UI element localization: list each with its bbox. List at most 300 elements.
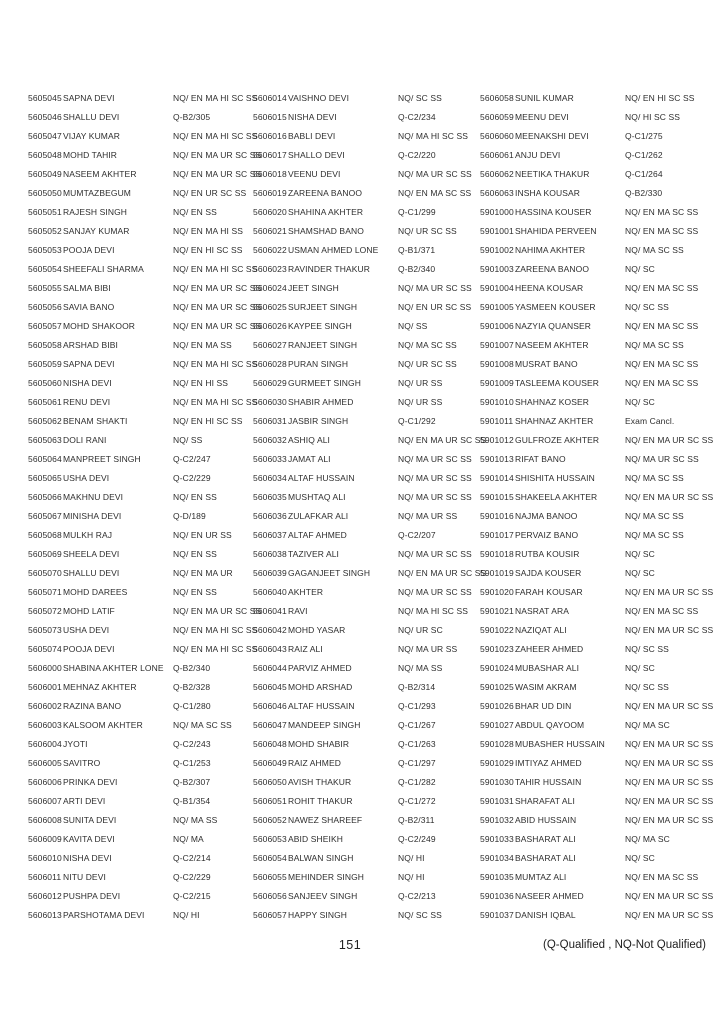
candidate-name: MOHD SHAKOOR [63, 320, 136, 331]
candidate-name: ANJU DEVI [515, 149, 561, 160]
roll-number: 5606060 [480, 130, 514, 141]
roll-number: 5606026 [253, 320, 287, 331]
table-row [480, 335, 706, 354]
candidate-name: NASEEM AKHTER [515, 339, 589, 350]
result-status: NQ/ SC [625, 263, 655, 274]
table-row [253, 772, 479, 791]
roll-number: 5605049 [28, 168, 62, 179]
table-row [28, 905, 254, 924]
candidate-name: SHAHIDA PERVEEN [515, 225, 597, 236]
result-status: NQ/ EN MA UR SC SS [625, 814, 714, 825]
table-row [480, 107, 706, 126]
result-status: NQ/ MA UR SC SS [398, 491, 472, 502]
table-row [480, 753, 714, 772]
result-status: NQ/ EN MA UR SC SS [625, 909, 714, 920]
roll-number: 5901012 [480, 434, 514, 445]
result-status: Q-B2/311 [398, 814, 435, 825]
roll-number: 5606001 [28, 681, 62, 692]
result-status: Q-B1/354 [173, 795, 211, 806]
roll-number: 5605046 [28, 111, 62, 122]
roll-number: 5901033 [480, 833, 514, 844]
candidate-name: RAIZ ALI [288, 643, 323, 654]
result-status: NQ/ MA SS [173, 814, 218, 825]
candidate-name: TAZIVER ALI [288, 548, 340, 559]
table-row [253, 525, 479, 544]
table-row [28, 221, 254, 240]
roll-number: 5605067 [28, 510, 62, 521]
candidate-name: NASEEM AKHTER [63, 168, 137, 179]
roll-number: 5606018 [253, 168, 287, 179]
result-status: NQ/ MA SC SS [625, 472, 684, 483]
roll-number: 5606048 [253, 738, 287, 749]
table-row [253, 563, 487, 582]
table-row [480, 639, 706, 658]
candidate-name: SHABINA AKHTER LONE [63, 662, 164, 673]
roll-number: 5901013 [480, 453, 514, 464]
candidate-name: SHALLU DEVI [63, 567, 120, 578]
table-row [253, 183, 479, 202]
result-status: Q-C2/229 [173, 472, 211, 483]
result-status: NQ/ EN HI SC SS [625, 92, 695, 103]
result-status: NQ/ SC [625, 567, 655, 578]
result-status: NQ/ HI [398, 871, 425, 882]
result-status: NQ/ SC [625, 548, 655, 559]
roll-number: 5606028 [253, 358, 287, 369]
table-row [28, 202, 254, 221]
table-row [28, 525, 254, 544]
table-row [480, 791, 714, 810]
table-row [480, 88, 706, 107]
roll-number: 5901024 [480, 662, 514, 673]
roll-number: 5606010 [28, 852, 62, 863]
result-status: Q-C1/272 [398, 795, 436, 806]
roll-number: 5606043 [253, 643, 287, 654]
result-status: NQ/ MA UR SS [398, 643, 458, 654]
candidate-name: MULKH RAJ [63, 529, 113, 540]
table-row [480, 126, 706, 145]
roll-number: 5901014 [480, 472, 514, 483]
table-row [28, 620, 258, 639]
table-row [253, 411, 479, 430]
table-row [480, 164, 706, 183]
result-status: NQ/ MA SC [625, 833, 670, 844]
candidate-name: SHALLO DEVI [288, 149, 345, 160]
candidate-name: MUBASHER HUSSAIN [515, 738, 605, 749]
results-column-1 [28, 88, 262, 924]
roll-number: 5606063 [480, 187, 514, 198]
candidate-name: GURMEET SINGH [288, 377, 361, 388]
result-status: Q-C2/247 [173, 453, 211, 464]
candidate-name: SHAKEELA AKHTER [515, 491, 598, 502]
candidate-name: BASHARAT ALI [515, 852, 576, 863]
result-status: NQ/ EN MA UR SC SS [625, 795, 714, 806]
table-row [253, 316, 479, 335]
roll-number: 5606020 [253, 206, 287, 217]
candidate-name: SAPNA DEVI [63, 358, 115, 369]
table-row [480, 487, 714, 506]
roll-number: 5901011 [480, 415, 514, 426]
table-row [480, 582, 714, 601]
roll-number: 5606012 [28, 890, 62, 901]
result-status: Q-B2/340 [173, 662, 211, 673]
result-status: NQ/ EN SS [173, 548, 217, 559]
table-row [253, 221, 479, 240]
results-column-2 [253, 88, 487, 924]
candidate-name: MEENAKSHI DEVI [515, 130, 589, 141]
table-row [28, 677, 254, 696]
result-status: Q-C2/214 [173, 852, 211, 863]
result-status: NQ/ MA SC [625, 719, 670, 730]
result-status: NQ/ EN MA SC SS [625, 282, 699, 293]
candidate-name: KAYPEE SINGH [288, 320, 352, 331]
candidate-name: PUSHPA DEVI [63, 890, 121, 901]
table-row [28, 810, 254, 829]
result-status: Q-C1/280 [173, 700, 211, 711]
table-row [480, 620, 714, 639]
result-status: NQ/ EN UR SS [173, 529, 232, 540]
candidate-name: SHARAFAT ALI [515, 795, 575, 806]
result-status: NQ/ MA HI SC SS [398, 130, 468, 141]
candidate-name: SALMA BIBI [63, 282, 111, 293]
table-row [253, 126, 479, 145]
candidate-name: SHISHITA HUSSAIN [515, 472, 595, 483]
result-status: NQ/ UR SC SS [398, 225, 457, 236]
candidate-name: PARVIZ AHMED [288, 662, 352, 673]
table-row [28, 354, 258, 373]
result-status: NQ/ EN MA HI SC SS [173, 263, 258, 274]
table-row [28, 791, 254, 810]
table-row [28, 297, 262, 316]
roll-number: 5606021 [253, 225, 287, 236]
candidate-name: MEHNAZ AKHTER [63, 681, 137, 692]
table-row [253, 734, 479, 753]
candidate-name: POOJA DEVI [63, 643, 115, 654]
result-status: Q-B2/314 [398, 681, 436, 692]
roll-number: 5901021 [480, 605, 514, 616]
candidate-name: MOHD YASAR [288, 624, 346, 635]
table-row [253, 582, 479, 601]
result-status: NQ/ EN MA HI SS [173, 225, 243, 236]
candidate-name: NITU DEVI [63, 871, 106, 882]
candidate-name: DOLI RANI [63, 434, 107, 445]
candidate-name: NAZYIA QUANSER [515, 320, 592, 331]
roll-number: 5606061 [480, 149, 514, 160]
roll-number: 5606039 [253, 567, 287, 578]
candidate-name: BABLI DEVI [288, 130, 336, 141]
table-row [253, 753, 479, 772]
roll-number: 5901026 [480, 700, 514, 711]
candidate-name: SAVIA BANO [63, 301, 115, 312]
table-row [28, 715, 254, 734]
table-row [480, 411, 706, 430]
candidate-name: MOHD LATIF [63, 605, 115, 616]
result-status: Q-C1/262 [625, 149, 663, 160]
table-row [480, 848, 706, 867]
candidate-name: HEENA KOUSAR [515, 282, 584, 293]
table-row [480, 772, 714, 791]
table-row [28, 867, 254, 886]
table-row [28, 449, 254, 468]
roll-number: 5605048 [28, 149, 62, 160]
roll-number: 5901022 [480, 624, 514, 635]
result-status: Q-C1/275 [625, 130, 663, 141]
table-row [480, 373, 706, 392]
result-status: NQ/ EN MA UR [173, 567, 233, 578]
result-status: NQ/ MA HI SC SS [398, 605, 468, 616]
roll-number: 5606045 [253, 681, 287, 692]
result-status: NQ/ EN MA SS [173, 339, 232, 350]
roll-number: 5606055 [253, 871, 287, 882]
table-row [480, 601, 706, 620]
candidate-name: SAPNA DEVI [63, 92, 115, 103]
result-status: NQ/ EN UR SC SS [398, 301, 472, 312]
result-status: NQ/ MA UR SC SS [398, 168, 472, 179]
candidate-name: GULFROZE AKHTER [515, 434, 600, 445]
result-status: Q-B2/328 [173, 681, 211, 692]
result-status: Q-C2/249 [398, 833, 436, 844]
candidate-name: PERVAIZ BANO [515, 529, 579, 540]
table-row [480, 734, 714, 753]
result-status: NQ/ MA UR SC SS [398, 282, 472, 293]
result-status: NQ/ SC SS [625, 301, 669, 312]
table-row [28, 563, 254, 582]
table-row [28, 430, 254, 449]
result-status: NQ/ MA SC SS [625, 339, 684, 350]
roll-number: 5606011 [28, 871, 62, 882]
table-row [480, 449, 706, 468]
result-status: NQ/ EN HI SC SS [173, 244, 243, 255]
result-status: Q-B2/340 [398, 263, 436, 274]
table-row [28, 126, 258, 145]
result-status: NQ/ EN MA UR SC SS [625, 700, 714, 711]
roll-number: 5606029 [253, 377, 287, 388]
table-row [28, 107, 254, 126]
roll-number: 5606034 [253, 472, 287, 483]
table-row [253, 810, 479, 829]
result-status: NQ/ MA SC SS [625, 529, 684, 540]
roll-number: 5606019 [253, 187, 287, 198]
result-status: NQ/ EN MA HI SC SS [173, 92, 258, 103]
result-status: Q-C1/253 [173, 757, 211, 768]
roll-number: 5606016 [253, 130, 287, 141]
result-status: Q-C1/264 [625, 168, 663, 179]
result-status: NQ/ EN SS [173, 491, 217, 502]
roll-number: 5605056 [28, 301, 62, 312]
roll-number: 5901023 [480, 643, 514, 654]
result-status: NQ/ MA SC SS [173, 719, 232, 730]
roll-number: 5606042 [253, 624, 287, 635]
table-row [480, 525, 706, 544]
roll-number: 5901030 [480, 776, 514, 787]
roll-number: 5901016 [480, 510, 514, 521]
roll-number: 5606006 [28, 776, 62, 787]
candidate-name: VEENU DEVI [288, 168, 341, 179]
table-row [480, 392, 706, 411]
table-row [28, 335, 254, 354]
candidate-name: NISHA DEVI [63, 377, 112, 388]
result-status: Q-B2/330 [625, 187, 663, 198]
table-row [253, 259, 479, 278]
roll-number: 5605064 [28, 453, 62, 464]
result-status: NQ/ UR SS [398, 396, 443, 407]
result-status: NQ/ EN MA UR SC SS [398, 567, 487, 578]
roll-number: 5606041 [253, 605, 287, 616]
roll-number: 5901006 [480, 320, 514, 331]
table-row [28, 772, 254, 791]
result-status: NQ/ EN MA UR SC SS [625, 586, 714, 597]
candidate-name: KAVITA DEVI [63, 833, 115, 844]
table-row [480, 696, 714, 715]
roll-number: 5605063 [28, 434, 62, 445]
roll-number: 5606005 [28, 757, 62, 768]
candidate-name: FARAH KOUSAR [515, 586, 583, 597]
roll-number: 5606031 [253, 415, 287, 426]
table-row [253, 620, 479, 639]
roll-number: 5605071 [28, 586, 62, 597]
roll-number: 5606049 [253, 757, 287, 768]
result-status: NQ/ EN MA UR SC SS [173, 605, 262, 616]
candidate-name: JAMAT ALI [288, 453, 331, 464]
table-row [28, 639, 258, 658]
table-row [480, 886, 714, 905]
candidate-name: ALTAF AHMED [288, 529, 347, 540]
result-status: Q-C2/207 [398, 529, 436, 540]
candidate-name: RAVINDER THAKUR [288, 263, 370, 274]
table-row [28, 88, 258, 107]
result-status: NQ/ EN MA UR SC SS [625, 757, 714, 768]
candidate-name: PRINKA DEVI [63, 776, 118, 787]
result-status: NQ/ EN MA UR SC SS [173, 301, 262, 312]
result-status: Q-C1/297 [398, 757, 436, 768]
table-row [480, 867, 706, 886]
table-row [28, 734, 254, 753]
result-status: Q-B2/305 [173, 111, 211, 122]
table-row [28, 506, 254, 525]
roll-number: 5605070 [28, 567, 62, 578]
result-status: NQ/ EN MA UR SC SS [625, 890, 714, 901]
roll-number: 5605058 [28, 339, 62, 350]
candidate-name: SHAHNAZ AKHTER [515, 415, 594, 426]
result-status: Q-B1/371 [398, 244, 436, 255]
roll-number: 5901036 [480, 890, 514, 901]
result-status: NQ/ UR SS [398, 377, 443, 388]
roll-number: 5606035 [253, 491, 287, 502]
table-row [28, 886, 254, 905]
result-status: NQ/ SC [625, 662, 655, 673]
table-row [253, 487, 479, 506]
table-row [480, 810, 714, 829]
table-row [253, 506, 479, 525]
table-row [253, 867, 479, 886]
candidate-name: ARSHAD BIBI [63, 339, 118, 350]
roll-number: 5606027 [253, 339, 287, 350]
roll-number: 5606038 [253, 548, 287, 559]
table-row [28, 696, 254, 715]
table-row [253, 297, 479, 316]
result-status: NQ/ EN SS [173, 586, 217, 597]
result-status: NQ/ EN MA SC SS [625, 225, 699, 236]
roll-number: 5901007 [480, 339, 514, 350]
candidate-name: ABID SHEIKH [288, 833, 343, 844]
roll-number: 5901020 [480, 586, 514, 597]
candidate-name: USMAN AHMED LONE [288, 244, 379, 255]
candidate-name: SUNIL KUMAR [515, 92, 574, 103]
candidate-name: BALWAN SINGH [288, 852, 354, 863]
candidate-name: NEETIKA THAKUR [515, 168, 590, 179]
result-status: Q-D/189 [173, 510, 206, 521]
roll-number: 5606013 [28, 909, 62, 920]
table-row [28, 240, 254, 259]
candidate-name: RENU DEVI [63, 396, 111, 407]
table-row [253, 107, 479, 126]
candidate-name: SURJEET SINGH [288, 301, 358, 312]
table-row [253, 335, 479, 354]
candidate-name: JASBIR SINGH [288, 415, 349, 426]
table-row [253, 639, 479, 658]
table-row [253, 715, 479, 734]
candidate-name: RAJESH SINGH [63, 206, 128, 217]
candidate-name: RAIZ AHMED [288, 757, 341, 768]
candidate-name: DANISH IQBAL [515, 909, 576, 920]
result-status: Q-C2/229 [173, 871, 211, 882]
table-row [28, 468, 254, 487]
candidate-name: ZULAFKAR ALI [288, 510, 349, 521]
table-row [253, 905, 479, 924]
candidate-name: SHALLU DEVI [63, 111, 120, 122]
result-status: NQ/ SC SS [398, 909, 442, 920]
results-column-3 [480, 88, 714, 924]
candidate-name: NISHA DEVI [288, 111, 337, 122]
roll-number: 5901019 [480, 567, 514, 578]
result-status: NQ/ EN MA HI SC SS [173, 643, 258, 654]
table-row [28, 164, 262, 183]
result-status: Q-C1/267 [398, 719, 436, 730]
roll-number: 5901001 [480, 225, 514, 236]
result-status: NQ/ EN MA UR SC SS [625, 434, 714, 445]
candidate-name: ALTAF HUSSAIN [288, 700, 355, 711]
result-status: NQ/ EN MA HI SC SS [173, 396, 258, 407]
result-status: NQ/ MA UR SC SS [398, 548, 472, 559]
table-row [253, 696, 479, 715]
roll-number: 5606037 [253, 529, 287, 540]
table-row [253, 449, 479, 468]
candidate-name: NASEER AHMED [515, 890, 584, 901]
candidate-name: SHEEFALI SHARMA [63, 263, 144, 274]
candidate-name: ASHIQ ALI [288, 434, 331, 445]
candidate-name: MUMTAZBEGUM [63, 187, 131, 198]
table-row [28, 411, 254, 430]
roll-number: 5606014 [253, 92, 287, 103]
table-row [253, 886, 479, 905]
table-row [28, 316, 262, 335]
roll-number: 5606053 [253, 833, 287, 844]
candidate-name: MOHD SHABIR [288, 738, 350, 749]
table-row [480, 430, 714, 449]
roll-number: 5605059 [28, 358, 62, 369]
roll-number: 5605055 [28, 282, 62, 293]
candidate-name: ZAREENA BANOO [288, 187, 363, 198]
table-row [253, 354, 479, 373]
candidate-name: VIJAY KUMAR [63, 130, 120, 141]
roll-number: 5901025 [480, 681, 514, 692]
candidate-name: NAZIQAT ALI [515, 624, 567, 635]
roll-number: 5606009 [28, 833, 62, 844]
roll-number: 5606046 [253, 700, 287, 711]
roll-number: 5606040 [253, 586, 287, 597]
result-status: NQ/ EN MA HI SC SS [173, 130, 258, 141]
roll-number: 5605074 [28, 643, 62, 654]
candidate-name: JEET SINGH [288, 282, 339, 293]
